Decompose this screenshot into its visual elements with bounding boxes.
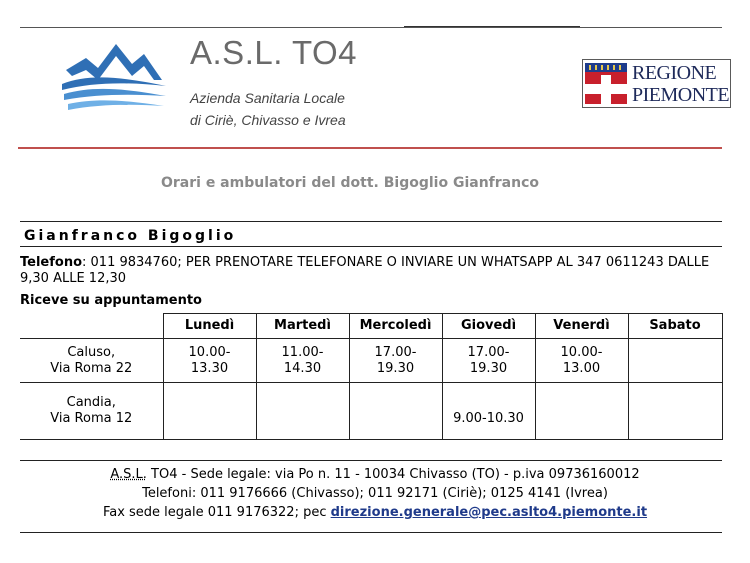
pec-email-link[interactable]: direzione.generale@pec.aslto4.piemonte.it	[330, 505, 648, 520]
location-line: Candia,	[66, 395, 116, 410]
org-subtitle-2: di Ciriè, Chivasso e Ivrea	[190, 112, 346, 128]
location-cell	[20, 383, 163, 440]
slot-line: 19.30	[376, 360, 415, 376]
time-slot-cell	[256, 339, 349, 383]
time-slot-cell	[535, 383, 628, 440]
slot-line: 11.00-	[281, 344, 324, 360]
day-header: Mercoledì	[349, 314, 442, 339]
page-title: Orari e ambulatori del dott. Bigoglio Gianfranco	[160, 175, 539, 191]
footer-address-text: TO4 - Sede legale: via Po n. 11 - 10034 Chivasso (TO) - p.iva 09736160012	[146, 467, 640, 482]
slot-line: 13.00	[562, 360, 601, 376]
name-rule-top	[20, 221, 722, 222]
time-slot-cell	[349, 383, 442, 440]
footer-rule-top	[20, 460, 722, 461]
footer-fax-text: Fax sede legale 011 9176322; pec	[102, 505, 331, 520]
doctor-name: Gianfranco Bigoglio	[24, 228, 237, 244]
org-title: A.S.L. TO4	[190, 34, 358, 71]
slot-line: 17.00-	[467, 344, 510, 360]
slot-line: 14.30	[283, 360, 322, 376]
day-header: Martedì	[256, 314, 349, 339]
phone-label: Telefono	[20, 255, 83, 270]
slot-line: 17.00-	[374, 344, 417, 360]
regione-name-1: REGIONE	[632, 62, 717, 84]
footer-address	[0, 467, 750, 482]
day-header: Venerdì	[535, 314, 628, 339]
time-slot-cell	[628, 339, 722, 383]
slot-line: 9.00-10.30	[453, 411, 524, 426]
slot-line: 10.00-	[560, 344, 603, 360]
time-slot-cell	[442, 383, 535, 440]
footer-asl-abbr: A.S.L.	[110, 467, 147, 482]
time-slot-cell	[256, 383, 349, 440]
day-header: Giovedì	[442, 314, 535, 339]
location-line: Via Roma 12	[50, 411, 133, 426]
time-slot-cell	[163, 383, 256, 440]
slot-line: 19.30	[469, 360, 508, 376]
time-slot-cell	[349, 339, 442, 383]
time-slot-cell	[535, 339, 628, 383]
time-slot-cell	[442, 339, 535, 383]
location-line: Caluso,	[67, 344, 116, 360]
asl-logo-icon	[58, 40, 170, 112]
time-slot-cell	[163, 339, 256, 383]
footer-phones: Telefoni: 011 9176666 (Chivasso); 011 92171 (Ciriè); 0125 4141 (Ivrea)	[142, 486, 608, 501]
regione-flag-icon	[585, 63, 627, 104]
schedule-table	[20, 313, 723, 440]
location-cell	[20, 339, 163, 383]
header-blank-cell	[20, 314, 163, 339]
footer-rule-bottom	[20, 532, 722, 533]
regione-name-2: PIEMONTE	[632, 84, 730, 106]
time-slot-cell	[628, 383, 722, 440]
slot-line: 13.30	[190, 360, 229, 376]
location-line: Via Roma 22	[50, 360, 133, 376]
phone-info	[20, 255, 710, 287]
day-header: Sabato	[628, 314, 722, 339]
slot-line: 10.00-	[188, 344, 231, 360]
phone-text: : 011 9834760; PER PRENOTARE TELEFONARE O INVIARE UN WHATSAPP AL 347 0611243 DALLE 9,30 ALLE 12,30	[20, 255, 710, 286]
footer-fax	[0, 505, 750, 520]
day-header: Lunedì	[163, 314, 256, 339]
top-rule	[20, 27, 722, 28]
name-rule-bottom	[20, 246, 722, 247]
org-subtitle-1: Azienda Sanitaria Locale	[190, 90, 345, 106]
table-row	[20, 383, 722, 440]
appointment-note: Riceve su appuntamento	[20, 293, 202, 308]
schedule-header-row	[20, 314, 722, 339]
header-divider	[18, 147, 722, 149]
table-row	[20, 339, 722, 383]
